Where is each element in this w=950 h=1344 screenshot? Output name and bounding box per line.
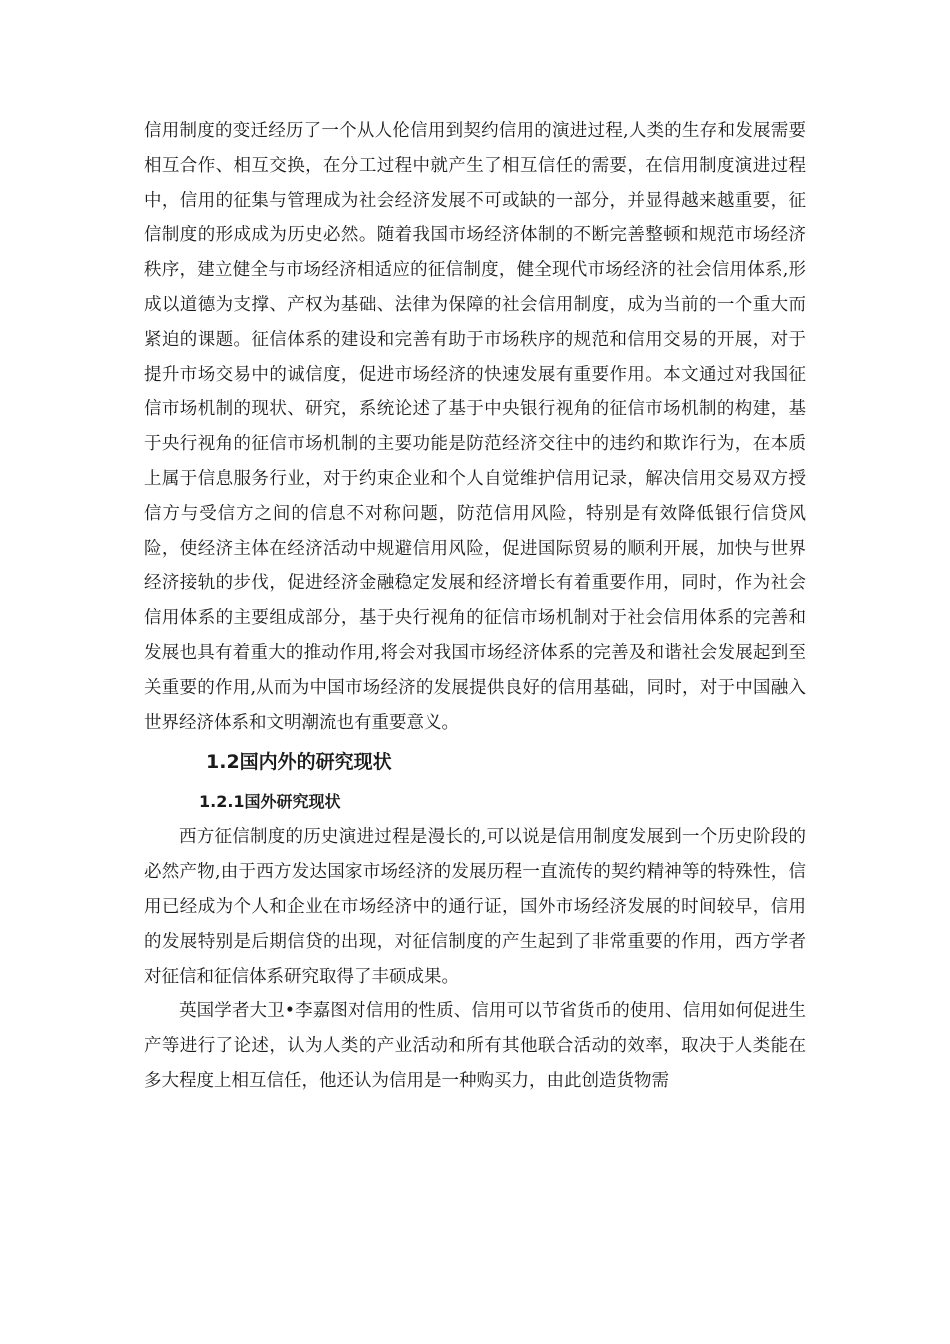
body-paragraph-credit-system: 信用制度的变迁经历了一个从人伦信用到契约信用的演进过程,人类的生存和发展需要相互合作、相互交换，在分工过程中就产生了相互信任的需要，在信用制度演进过程中，信用的征集与管理成为社会经济发展不可或缺的一部分，并显得越来越重要，征信制度的形成成为历史必然。随着我国市场经济体制的不断完善整顿和规范市场经济秩序，建立健全与市场经济相适应的征信制度，健全现代市场经济的社会信用体系,形成以道德为支撑、产权为基础、法律为保障的社会信用制度，成为当前的一个重大而紧迫的课题。征信体系的建设和完善有助于市场秩序的规范和信用交易的开展，对于提升市场交易中的诚信度，促进市场经济的快速发展有重要作用。本文通过对我国征信市场机制的现状、研究，系统论述了基于中央银行视角的征信市场机制的构建，基于央行视角的征信市场机制的主要功能是防范经济交往中的违约和欺诈行为，在本质上属于信息服务行业，对于约束企业和个人自觉维护信用记录，解决信用交易双方授信方与受信方之间的信息不对称问题，防范信用风险，特别是有效降低银行信贷风险，使经济主体在经济活动中规避信用风险，促进国际贸易的顺利开展，加快与世界经济接轨的步伐，促进经济金融稳定发展和经济增长有着重要作用，同时，作为社会信用体系的主要组成部分，基于央行视角的征信市场机制对于社会信用体系的完善和发展也具有着重大的推动作用,将会对我国市场经济体系的完善及和谐社会发展起到至关重要的作用,从而为中国市场经济的发展提供良好的信用基础，同时，对于中国融入世界经济体系和文明潮流也有重要意义。: [144, 121, 806, 733]
document-body: [144, 114, 806, 1099]
body-paragraph-western-credit: 西方征信制度的历史演进过程是漫长的,可以说是信用制度发展到一个历史阶段的必然产物,由于西方发达国家市场经济的发展历程一直流传的契约精神等的特殊性，信用已经成为个人和企业在市场经济中的通行证，国外市场经济发展的时间较早，信用的发展特别是后期信贷的出现，对征信制度的产生起到了非常重要的作用，西方学者对征信和征信体系研究取得了丰硕成果。: [144, 827, 806, 987]
section-heading-1-2: 1.2国内外的研究现状: [206, 751, 392, 774]
body-paragraph-ricardo: 英国学者大卫•李嘉图对信用的性质、信用可以节省货币的使用、信用如何促进生产等进行了论述，认为人类的产业活动和所有其他联合活动的效率，取决于人类能在多大程度上相互信任，他还认为信用是一种购买力，由此创造货物需: [144, 1001, 806, 1091]
subsection-heading-1-2-1: 1.2.1国外研究现状: [199, 792, 341, 812]
